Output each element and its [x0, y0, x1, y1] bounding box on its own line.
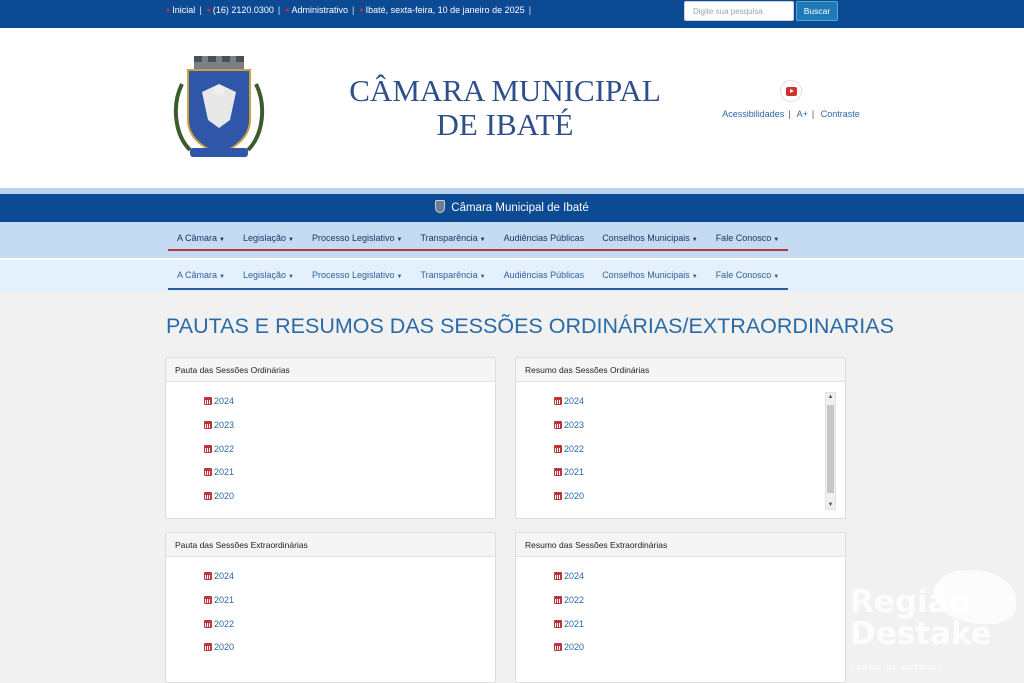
calendar-icon [204, 596, 212, 604]
calendar-icon [204, 620, 212, 628]
scroll-thumb[interactable] [827, 405, 834, 493]
top-link-admin[interactable]: Administrativo [291, 5, 348, 15]
search-form [684, 1, 838, 21]
search-button[interactable]: Buscar [796, 1, 838, 21]
caret-down-icon: ▼ [691, 274, 698, 280]
year-link[interactable] [204, 593, 495, 617]
contrast-link[interactable]: Contraste [820, 109, 860, 119]
sticky-nav [0, 258, 1024, 292]
menu-item-label: Transparência [420, 270, 478, 280]
menu-item-label: Fale Conosco [715, 270, 772, 280]
panel-title: Pauta das Sessões Extraordinárias [166, 533, 495, 557]
caret-down-icon: ▼ [773, 274, 780, 280]
calendar-icon [204, 643, 212, 651]
scroll-up-arrow[interactable]: ▲ [827, 394, 834, 400]
year-label: 2022 [564, 594, 585, 605]
phone-icon: ● [206, 6, 211, 14]
menu-item[interactable] [234, 229, 303, 249]
top-link-home[interactable]: Inicial [172, 5, 196, 15]
calendar-icon [554, 468, 562, 476]
scroll-down-arrow[interactable]: ▼ [827, 502, 834, 508]
year-label: 2023 [564, 419, 585, 430]
caret-down-icon: ▼ [219, 274, 225, 280]
top-date: Ibaté, sexta-feira, 10 de janeiro de 2025 [365, 5, 525, 15]
calendar-icon [204, 468, 212, 476]
menu-item-label: Legislação [242, 270, 287, 280]
caret-down-icon: ▼ [288, 274, 294, 280]
menu-item-label: Transparência [420, 233, 478, 243]
menu-item[interactable] [707, 266, 788, 288]
year-label: 2024 [214, 396, 235, 406]
year-label: 2024 [214, 571, 235, 581]
menu-item[interactable] [234, 266, 303, 288]
year-link[interactable] [554, 640, 845, 664]
secondary-menu [168, 266, 788, 290]
top-links: ● Inicial | ● (16) 2120.0300 | ● Administrativo | ● Ibaté, sexta-feira, 10 de janeiro de 2025 | [166, 5, 532, 15]
year-label: 2024 [564, 396, 585, 406]
calendar-icon [554, 492, 562, 500]
site-title[interactable] [320, 74, 690, 142]
year-link[interactable] [554, 418, 845, 442]
font-increase-link[interactable]: A+ [796, 109, 808, 119]
menu-item[interactable] [411, 266, 494, 288]
year-label: 2023 [214, 419, 235, 430]
year-label: 2021 [564, 467, 585, 478]
year-link[interactable] [204, 442, 495, 466]
year-list [166, 557, 495, 664]
menu-item-label: Processo Legislativo [311, 270, 395, 280]
menu-item-label: Legislação [242, 233, 287, 243]
year-link[interactable] [554, 617, 845, 641]
year-link[interactable] [554, 465, 845, 489]
year-label: 2022 [214, 618, 235, 629]
panel-pauta-extraordinarias [165, 532, 496, 683]
watermark-line2: Destake [850, 616, 992, 652]
calendar-icon [554, 572, 562, 580]
panel-scrollbar[interactable] [825, 392, 836, 510]
site-title-line2: DE IBATÉ [436, 107, 574, 142]
caret-down-icon: ▼ [773, 237, 780, 243]
year-label: 2021 [214, 594, 235, 605]
caret-down-icon: ▼ [691, 237, 698, 243]
year-link[interactable] [554, 442, 845, 466]
panel-title: Pauta das Sessões Ordinárias [166, 358, 495, 382]
search-input[interactable]: Digite sua pesquisa [684, 1, 794, 21]
calendar-icon [204, 397, 212, 405]
year-label: 2021 [564, 618, 585, 629]
youtube-icon[interactable] [780, 80, 802, 102]
year-link[interactable] [204, 465, 495, 489]
year-link[interactable] [554, 593, 845, 617]
year-link[interactable] [204, 640, 495, 664]
panel-title: Resumo das Sessões Extraordinárias [516, 533, 845, 557]
mini-crest-icon [435, 200, 445, 213]
year-label: 2024 [564, 571, 585, 581]
main-menu [168, 229, 788, 251]
menu-item[interactable] [168, 266, 234, 288]
coat-of-arms-logo[interactable] [168, 54, 270, 162]
name-bar [0, 194, 1024, 222]
menu-item[interactable] [168, 229, 234, 249]
caret-down-icon: ▼ [479, 274, 486, 280]
watermark-line1: Região [850, 584, 970, 620]
year-link[interactable] [204, 489, 495, 513]
calendar-icon [204, 421, 212, 429]
panel-title: Resumo das Sessões Ordinárias [516, 358, 845, 382]
calendar-icon [204, 445, 212, 453]
year-list [516, 557, 845, 664]
year-link[interactable] [554, 569, 845, 593]
calendar-icon: ● [359, 6, 364, 14]
site-title-line1: CÂMARA MUNICIPAL [349, 73, 661, 108]
panel-pauta-ordinarias [165, 357, 496, 519]
year-list [166, 382, 495, 513]
year-link[interactable] [204, 394, 495, 418]
menu-item[interactable] [495, 266, 594, 288]
menu-item[interactable] [303, 229, 412, 249]
panel-resumo-ordinarias [515, 357, 846, 519]
top-link-phone[interactable]: (16) 2120.0300 [212, 5, 274, 15]
caret-down-icon: ▼ [396, 237, 403, 243]
menu-item-label: Processo Legislativo [311, 233, 395, 243]
menu-item[interactable] [707, 229, 788, 249]
year-list [516, 382, 845, 513]
watermark-line3: PORTAL DE NOTÍCIAS [850, 664, 943, 672]
panel-resumo-extraordinarias [515, 532, 846, 683]
lock-icon: ● [285, 6, 290, 14]
page-title: PAUTAS E RESUMOS DAS SESSÕES ORDINÁRIAS/EXTRAORDINARIAS [166, 314, 894, 338]
calendar-icon [204, 492, 212, 500]
menu-item-label: Fale Conosco [715, 233, 772, 243]
menu-item-label: Conselhos Municipais [602, 233, 690, 243]
year-label: 2020 [564, 642, 585, 653]
calendar-icon [204, 572, 212, 580]
caret-down-icon: ▼ [479, 237, 486, 243]
year-label: 2020 [214, 491, 235, 502]
year-label: 2020 [214, 642, 235, 653]
menu-item[interactable] [593, 266, 707, 288]
accessibility-tools: Acessibilidades | A+ | Contraste [718, 80, 864, 119]
year-link[interactable] [204, 418, 495, 442]
menu-item-label: Audiências Públicas [503, 270, 585, 280]
caret-down-icon: ▼ [219, 237, 225, 243]
year-link[interactable] [554, 394, 845, 418]
home-icon: ● [166, 6, 171, 14]
accessibility-link[interactable]: Acessibilidades [722, 109, 785, 119]
menu-item-label: Conselhos Municipais [602, 270, 690, 280]
year-label: 2022 [564, 443, 585, 454]
year-label: 2020 [564, 491, 585, 502]
site-header [0, 28, 1024, 188]
menu-item[interactable] [593, 229, 707, 249]
caret-down-icon: ▼ [396, 274, 403, 280]
menu-item-label: A Câmara [177, 233, 218, 243]
calendar-icon [554, 596, 562, 604]
caret-down-icon: ▼ [288, 237, 294, 243]
year-label: 2021 [214, 467, 235, 478]
calendar-icon [554, 397, 562, 405]
calendar-icon [554, 643, 562, 651]
menu-item-label: A Câmara [177, 270, 218, 280]
menu-item[interactable] [303, 266, 412, 288]
calendar-icon [554, 445, 562, 453]
watermark [846, 568, 1024, 683]
menu-item-label: Audiências Públicas [503, 233, 585, 243]
menu-item[interactable] [411, 229, 494, 249]
top-bar [0, 0, 1024, 28]
year-link[interactable] [204, 569, 495, 593]
year-link[interactable] [554, 489, 845, 513]
main-nav [0, 222, 1024, 258]
menu-item[interactable] [495, 229, 594, 249]
year-link[interactable] [204, 617, 495, 641]
calendar-icon [554, 421, 562, 429]
calendar-icon [554, 620, 562, 628]
year-label: 2022 [214, 443, 235, 454]
name-bar-label: Câmara Municipal de Ibaté [451, 202, 589, 214]
